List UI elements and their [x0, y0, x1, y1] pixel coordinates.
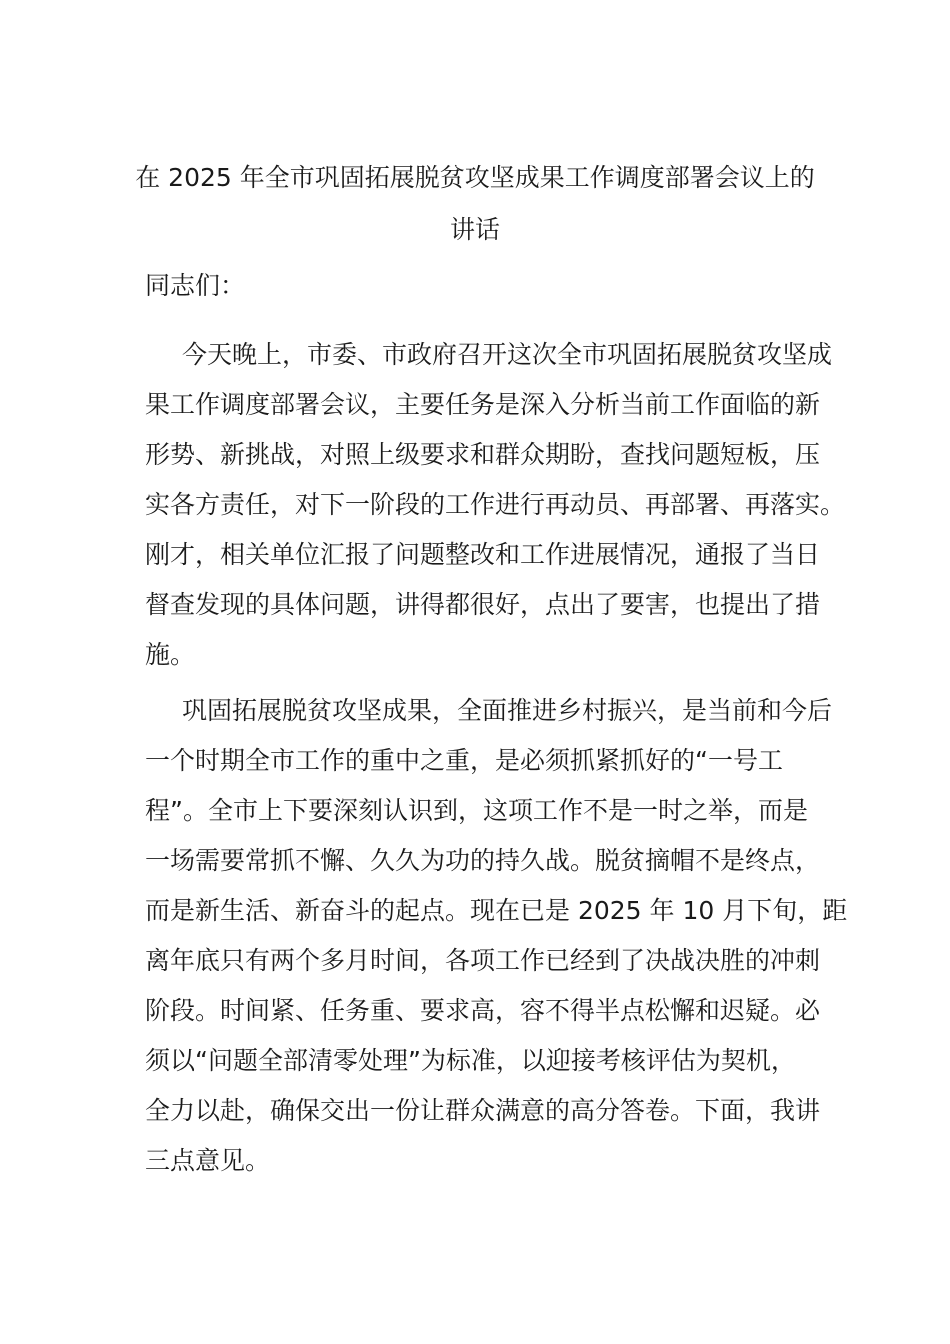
paragraph-line: 实各方责任，对下一阶段的工作进行再动员、再部署、再落实。	[145, 490, 846, 519]
paragraph-line: 须以“问题全部清零处理”为标准，以迎接考核评估为契机，	[145, 1046, 796, 1075]
paragraph-line: 形势、新挑战，对照上级要求和群众期盼，查找问题短板，压	[145, 440, 821, 469]
document-title	[130, 152, 820, 256]
paragraph-line: 刚才，相关单位汇报了问题整改和工作进展情况，通报了当日	[145, 540, 821, 569]
paragraph-line: 而是新生活、新奋斗的起点。现在已是 2025 年 10 月下旬，距	[145, 896, 848, 925]
paragraph-line: 阶段。时间紧、任务重、要求高，容不得半点松懈和迟疑。必	[145, 996, 821, 1025]
paragraph	[145, 330, 846, 680]
salutation: 同志们：	[145, 271, 246, 300]
title-line: 讲话	[449, 215, 500, 244]
paragraph-line: 程”。全市上下要深刻认识到，这项工作不是一时之举，而是	[145, 796, 808, 825]
paragraph-line: 施。	[145, 640, 196, 669]
paragraph-line: 今天晚上，市委、市政府召开这次全市巩固拓展脱贫攻坚成	[182, 340, 833, 369]
paragraph-line: 督查发现的具体问题，讲得都很好，点出了要害，也提出了措	[145, 590, 821, 619]
paragraph	[145, 686, 848, 1186]
paragraph-line: 离年底只有两个多月时间，各项工作已经到了决战决胜的冲刺	[145, 946, 821, 975]
paragraph-line: 一场需要常抓不懈、久久为功的持久战。脱贫摘帽不是终点，	[145, 846, 821, 875]
paragraph-line: 三点意见。	[145, 1146, 271, 1175]
paragraph-line: 一个时期全市工作的重中之重，是必须抓紧抓好的“一号工	[145, 746, 783, 775]
title-line: 在 2025 年全市巩固拓展脱贫攻坚成果工作调度部署会议上的	[135, 163, 815, 192]
paragraph-line: 全力以赴，确保交出一份让群众满意的高分答卷。下面，我讲	[145, 1096, 821, 1125]
paragraph-line: 巩固拓展脱贫攻坚成果，全面推进乡村振兴，是当前和今后	[182, 696, 833, 725]
paragraph-line: 果工作调度部署会议，主要任务是深入分析当前工作面临的新	[145, 390, 821, 419]
